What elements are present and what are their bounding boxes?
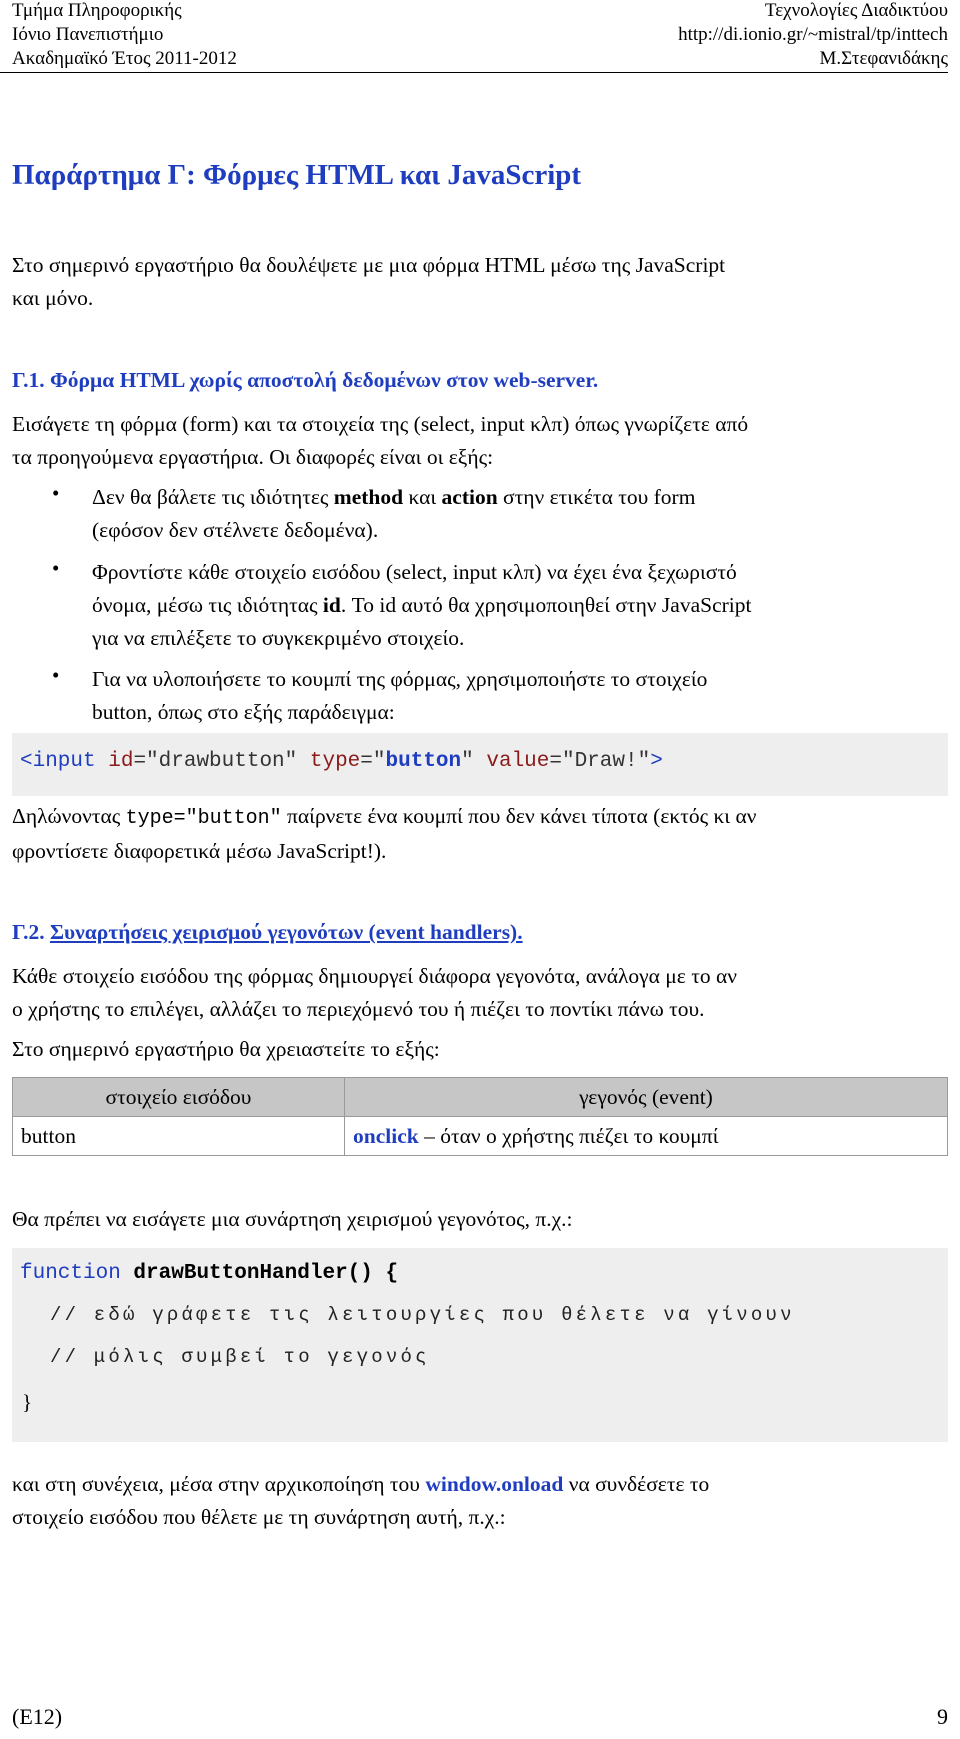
section2-paragraph-3: Θα πρέπει να εισάγετε μια συνάρτηση χειρισμού γεγονότος, π.χ.: [12,1207,573,1231]
inline-code: type="button" [125,807,282,830]
bullet-line: Φροντίστε κάθε στοιχείο εισόδου (select, input κλπ) να έχει ένα ξεχωριστό [92,560,737,584]
paragraph-line: Εισάγετε τη φόρμα (form) και τα στοιχεία της (select, input κλπ) όπως γνωρίζετε από [12,412,749,436]
section2-paragraph-2: Στο σημερινό εργαστήριο θα χρειαστείτε το εξής: [12,1037,440,1061]
code-comment: // εδώ γράφετε τις λειτουργίες που θέλετε να γίνουν [50,1304,795,1326]
section2-heading [12,916,523,949]
paragraph-line: Κάθε στοιχείο εισόδου της φόρμας δημιουργεί διάφορα γεγονότα, ανάλογα με το αν [12,964,737,988]
method-keyword: method [333,485,404,509]
bullet-item-1 [92,481,948,547]
table-row [13,1117,948,1156]
code-value: ="Draw!" [549,750,651,773]
id-keyword: id [322,593,341,617]
text-span: όνομα, μέσω τις ιδιότητας [92,593,323,617]
code-comment: // μόλις συμβεί το γεγονός [50,1346,430,1368]
intro-paragraph [12,249,725,315]
text-span: και στη συνέχεια, μέσα στην αρχικοποίηση του [12,1472,426,1496]
appendix-title: Παράρτημα Γ: Φόρμες HTML και JavaScript [12,159,582,191]
section1-heading: Γ.1. Φόρμα HTML χωρίς αποστολή δεδομένων στον web-server. [12,368,599,392]
author-name: Μ.Στεφανιδάκης [819,48,948,69]
header-left [12,0,237,71]
bullet-line: Για να υλοποιήσετε το κουμπί της φόρμας, χρησιμοποιήστε το στοιχείο [92,667,708,691]
table-cell: button [13,1117,345,1156]
bullet-line: button, όπως στο εξής παράδειγμα: [92,700,395,724]
text-span: . Το id αυτό θα χρησιμοποιηθεί στην JavaScript [340,593,752,617]
section1-paragraph [12,408,748,474]
code-block-input [12,733,948,796]
text-span: να συνδέσετε το [563,1472,710,1496]
bullet-line: για να επιλέξετε το συγκεκριμένο στοιχείο. [92,626,465,650]
bullet-marker: • [52,663,60,687]
bullet-marker: • [52,481,60,505]
code-value: =" [360,750,386,773]
code-keyword: function [20,1262,121,1285]
code-close-brace: } [22,1390,33,1414]
window-onload-keyword: window.onload [425,1472,564,1496]
table-header-row [13,1078,948,1117]
intro-line: Στο σημερινό εργαστήριο θα δουλέψετε με μια φόρμα HTML μέσω της JavaScript [12,253,726,277]
paragraph-line: ο χρήστης το επιλέγει, αλλάζει το περιεχόμενό του ή πιέζει το ποντίκι πάνω του. [12,997,705,1021]
section2-paragraph-4 [12,1468,709,1534]
section-number: Γ.2. [12,920,50,944]
event-name: onclick [353,1123,419,1148]
text-span: Δεν θα βάλετε τις ιδιότητες [92,485,334,509]
bullet-marker: • [52,556,60,580]
intro-line: και μόνο. [12,286,94,310]
dept-name: Τμήμα Πληροφορικής [12,0,182,21]
bullet-item-3 [92,663,948,729]
text-span: Δηλώνοντας [12,804,126,828]
events-table [12,1077,948,1156]
page-header [0,0,948,73]
section-title: Συναρτήσεις χειρισμού γεγονότων (event handlers). [49,920,523,944]
table-header-cell: στοιχείο εισόδου [13,1078,345,1117]
section1-after-paragraph [12,800,948,868]
code-attr: value [486,750,550,773]
bullet-line: (εφόσον δεν στέλνετε δεδομένα). [92,518,379,542]
code-value: button [385,750,462,773]
header-right [678,0,948,71]
academic-year: Ακαδημαϊκό Έτος 2011-2012 [12,48,237,69]
bullet-item-2 [92,556,948,655]
university-name: Ιόνιο Πανεπιστήμιο [12,24,164,45]
code-value: " [461,750,487,773]
code-attr: type [309,750,361,773]
code-block-function [12,1248,948,1442]
action-keyword: action [441,485,498,509]
text-span: παίρνετε ένα κουμπί που δεν κάνει τίποτα (εκτός κι αν [281,804,757,828]
text-span: και [403,485,442,509]
course-url: http://di.ionio.gr/~mistral/tp/inttech [678,24,948,45]
code-attr: id [108,750,134,773]
table-cell [345,1117,948,1156]
code-line [20,1262,398,1285]
code-value: ="drawbutton" [133,750,310,773]
event-description: – όταν ο χρήστης πιέζει το κουμπί [418,1123,719,1148]
footer-code: (Ε12) [12,1704,63,1729]
page-number: 9 [937,1704,948,1729]
code-tag: > [650,750,663,773]
text-span: στην ετικέτα του form [497,485,696,509]
paragraph-line: φροντίσετε διαφορετικά μέσω JavaScript!). [12,839,387,863]
code-line [20,750,663,773]
paragraph-line: τα προηγούμενα εργαστήρια. Οι διαφορές είναι οι εξής: [12,445,494,469]
code-function-name: drawButtonHandler() { [120,1262,399,1285]
paragraph-line: στοιχείο εισόδου που θέλετε με τη συνάρτηση αυτή, π.χ.: [12,1505,506,1529]
table-header-cell: γεγονός (event) [345,1078,948,1117]
section2-paragraph-1 [12,960,737,1026]
course-name: Τεχνολογίες Διαδικτύου [764,0,948,21]
code-tag: <input [20,750,109,773]
